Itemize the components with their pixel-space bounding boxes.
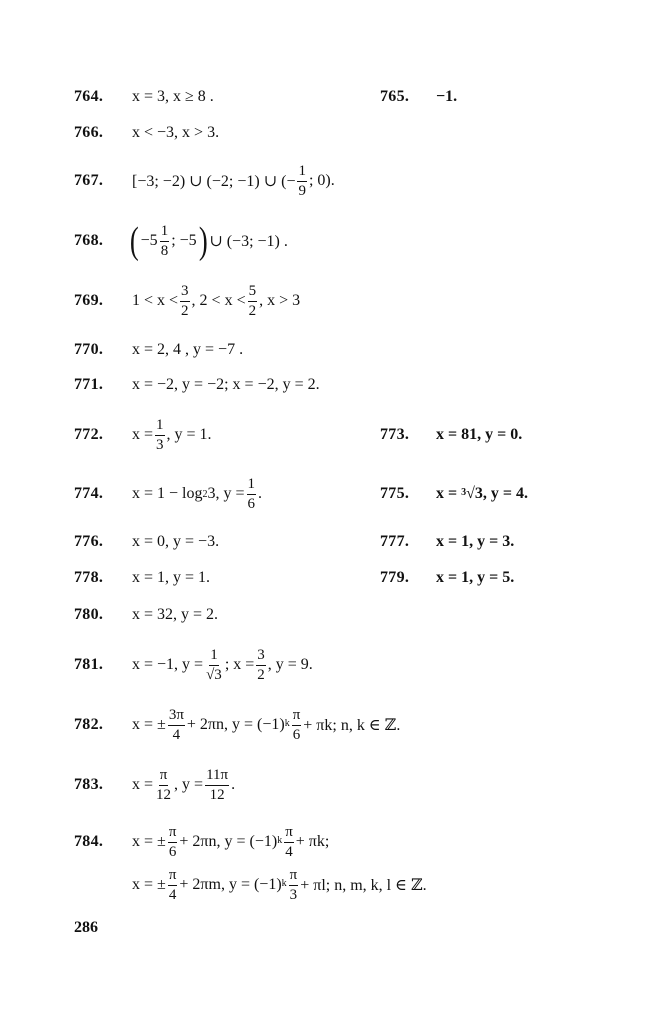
problem-number: 782.	[74, 716, 104, 733]
fraction: $\frac{\pi}{6}$	[168, 823, 177, 860]
problem-number: 770.	[74, 341, 104, 358]
answer: x = 3 √3 , y = 4.	[436, 485, 529, 502]
problem-number: 778.	[74, 569, 104, 586]
problem-number: 767.	[74, 172, 104, 189]
fraction: $\frac{1}{8}$	[160, 222, 169, 259]
answer: x = 3, x ≥ 8 .	[132, 88, 214, 105]
problem-number: 783.	[74, 776, 104, 793]
fraction: $\frac{\pi}{12}$	[156, 766, 172, 803]
answer: x = ± $\frac{\pi}{6}$ + 2πn, y = (−1) k $\frac{\pi}{4}$ + πk;	[132, 823, 330, 860]
fraction: $\frac{3}{2}$	[257, 646, 265, 683]
problem-number: 779.	[380, 569, 410, 586]
answer-continuation: x = ± $\frac{\pi}{4}$ + 2πm, y = (−1) k $\frac{\pi}{3}$ + πl; n, m, k, l ∈ ℤ.	[132, 866, 427, 903]
problem-number: 775.	[380, 485, 410, 502]
problem-number: 771.	[74, 376, 104, 393]
problem-number: 784.	[74, 833, 104, 850]
fraction: $\frac{11\pi}{12}$	[206, 766, 229, 803]
answer: x = 32, y = 2.	[132, 606, 219, 623]
answer: −1.	[436, 88, 458, 105]
problem-number: 766.	[74, 124, 104, 141]
answer: x = 81, y = 0.	[436, 426, 523, 443]
problem-number: 773.	[380, 426, 410, 443]
fraction: $\frac{1}{9}$	[298, 162, 306, 199]
fraction: $\frac{5}{2}$	[248, 282, 257, 319]
fraction: $\frac{3\pi}{4}$	[168, 706, 184, 743]
answer: x = 1, y = 3.	[436, 533, 515, 550]
fraction: $\frac{\pi}{6}$	[292, 706, 301, 743]
answer: x = −1, y = $\frac{1}{√3}$ ; x = $\frac{3}{2}$ , y = 9.	[132, 646, 313, 683]
problem-number: 780.	[74, 606, 104, 623]
fraction: $\frac{\pi}{3}$	[289, 866, 298, 903]
answer: [−3; −2) ∪ (−2; −1) ∪ (− $\frac{1}{9}$ ; 0).	[132, 162, 335, 199]
problem-number: 781.	[74, 656, 104, 673]
problem-number: 764.	[74, 88, 104, 105]
answer: x = $\frac{1}{3}$ , y = 1.	[132, 416, 212, 453]
answer: x = $\frac{\pi}{12}$ , y = $\frac{11\pi}{12}$ .	[132, 766, 236, 803]
fraction: $\frac{1}{3}$	[156, 416, 164, 453]
fraction: $\frac{1}{√3}$	[206, 646, 222, 683]
problem-number: 769.	[74, 292, 104, 309]
answer: x = 1, y = 5.	[436, 569, 515, 586]
fraction: $\frac{\pi}{4}$	[168, 866, 177, 903]
problem-number: 765.	[380, 88, 410, 105]
answer: x = 0, y = −3.	[132, 533, 220, 550]
answer: x = 1 − log 2 3, y = $\frac{1}{6}$ .	[132, 475, 263, 512]
answer: x < −3, x > 3.	[132, 124, 220, 141]
answer: 1 < x < $\frac{3}{2}$ , 2 < x < $\frac{5}{2}$ , x > 3	[132, 282, 301, 319]
answer: x = 1, y = 1.	[132, 569, 211, 586]
answer: x = ± $\frac{3\pi}{4}$ + 2πn, y = (−1) k $\frac{\pi}{6}$ + πk; n, k ∈ ℤ.	[132, 706, 401, 743]
fraction: $\frac{3}{2}$	[181, 282, 189, 319]
problem-number: 772.	[74, 426, 104, 443]
problem-number: 777.	[380, 533, 410, 550]
fraction: $\frac{\pi}{4}$	[285, 823, 293, 860]
problem-number: 768.	[74, 232, 104, 249]
page-number: 286	[74, 919, 98, 936]
problem-number: 776.	[74, 533, 104, 550]
answer: x = −2, y = −2; x = −2, y = 2.	[132, 376, 320, 393]
answer: x = 2, 4 , y = −7 .	[132, 341, 244, 358]
problem-number: 774.	[74, 485, 104, 502]
fraction: $\frac{1}{6}$	[247, 475, 256, 512]
answer: ( −5 $\frac{1}{8}$ ; −5 ) ∪ (−3; −1) .	[129, 220, 288, 262]
